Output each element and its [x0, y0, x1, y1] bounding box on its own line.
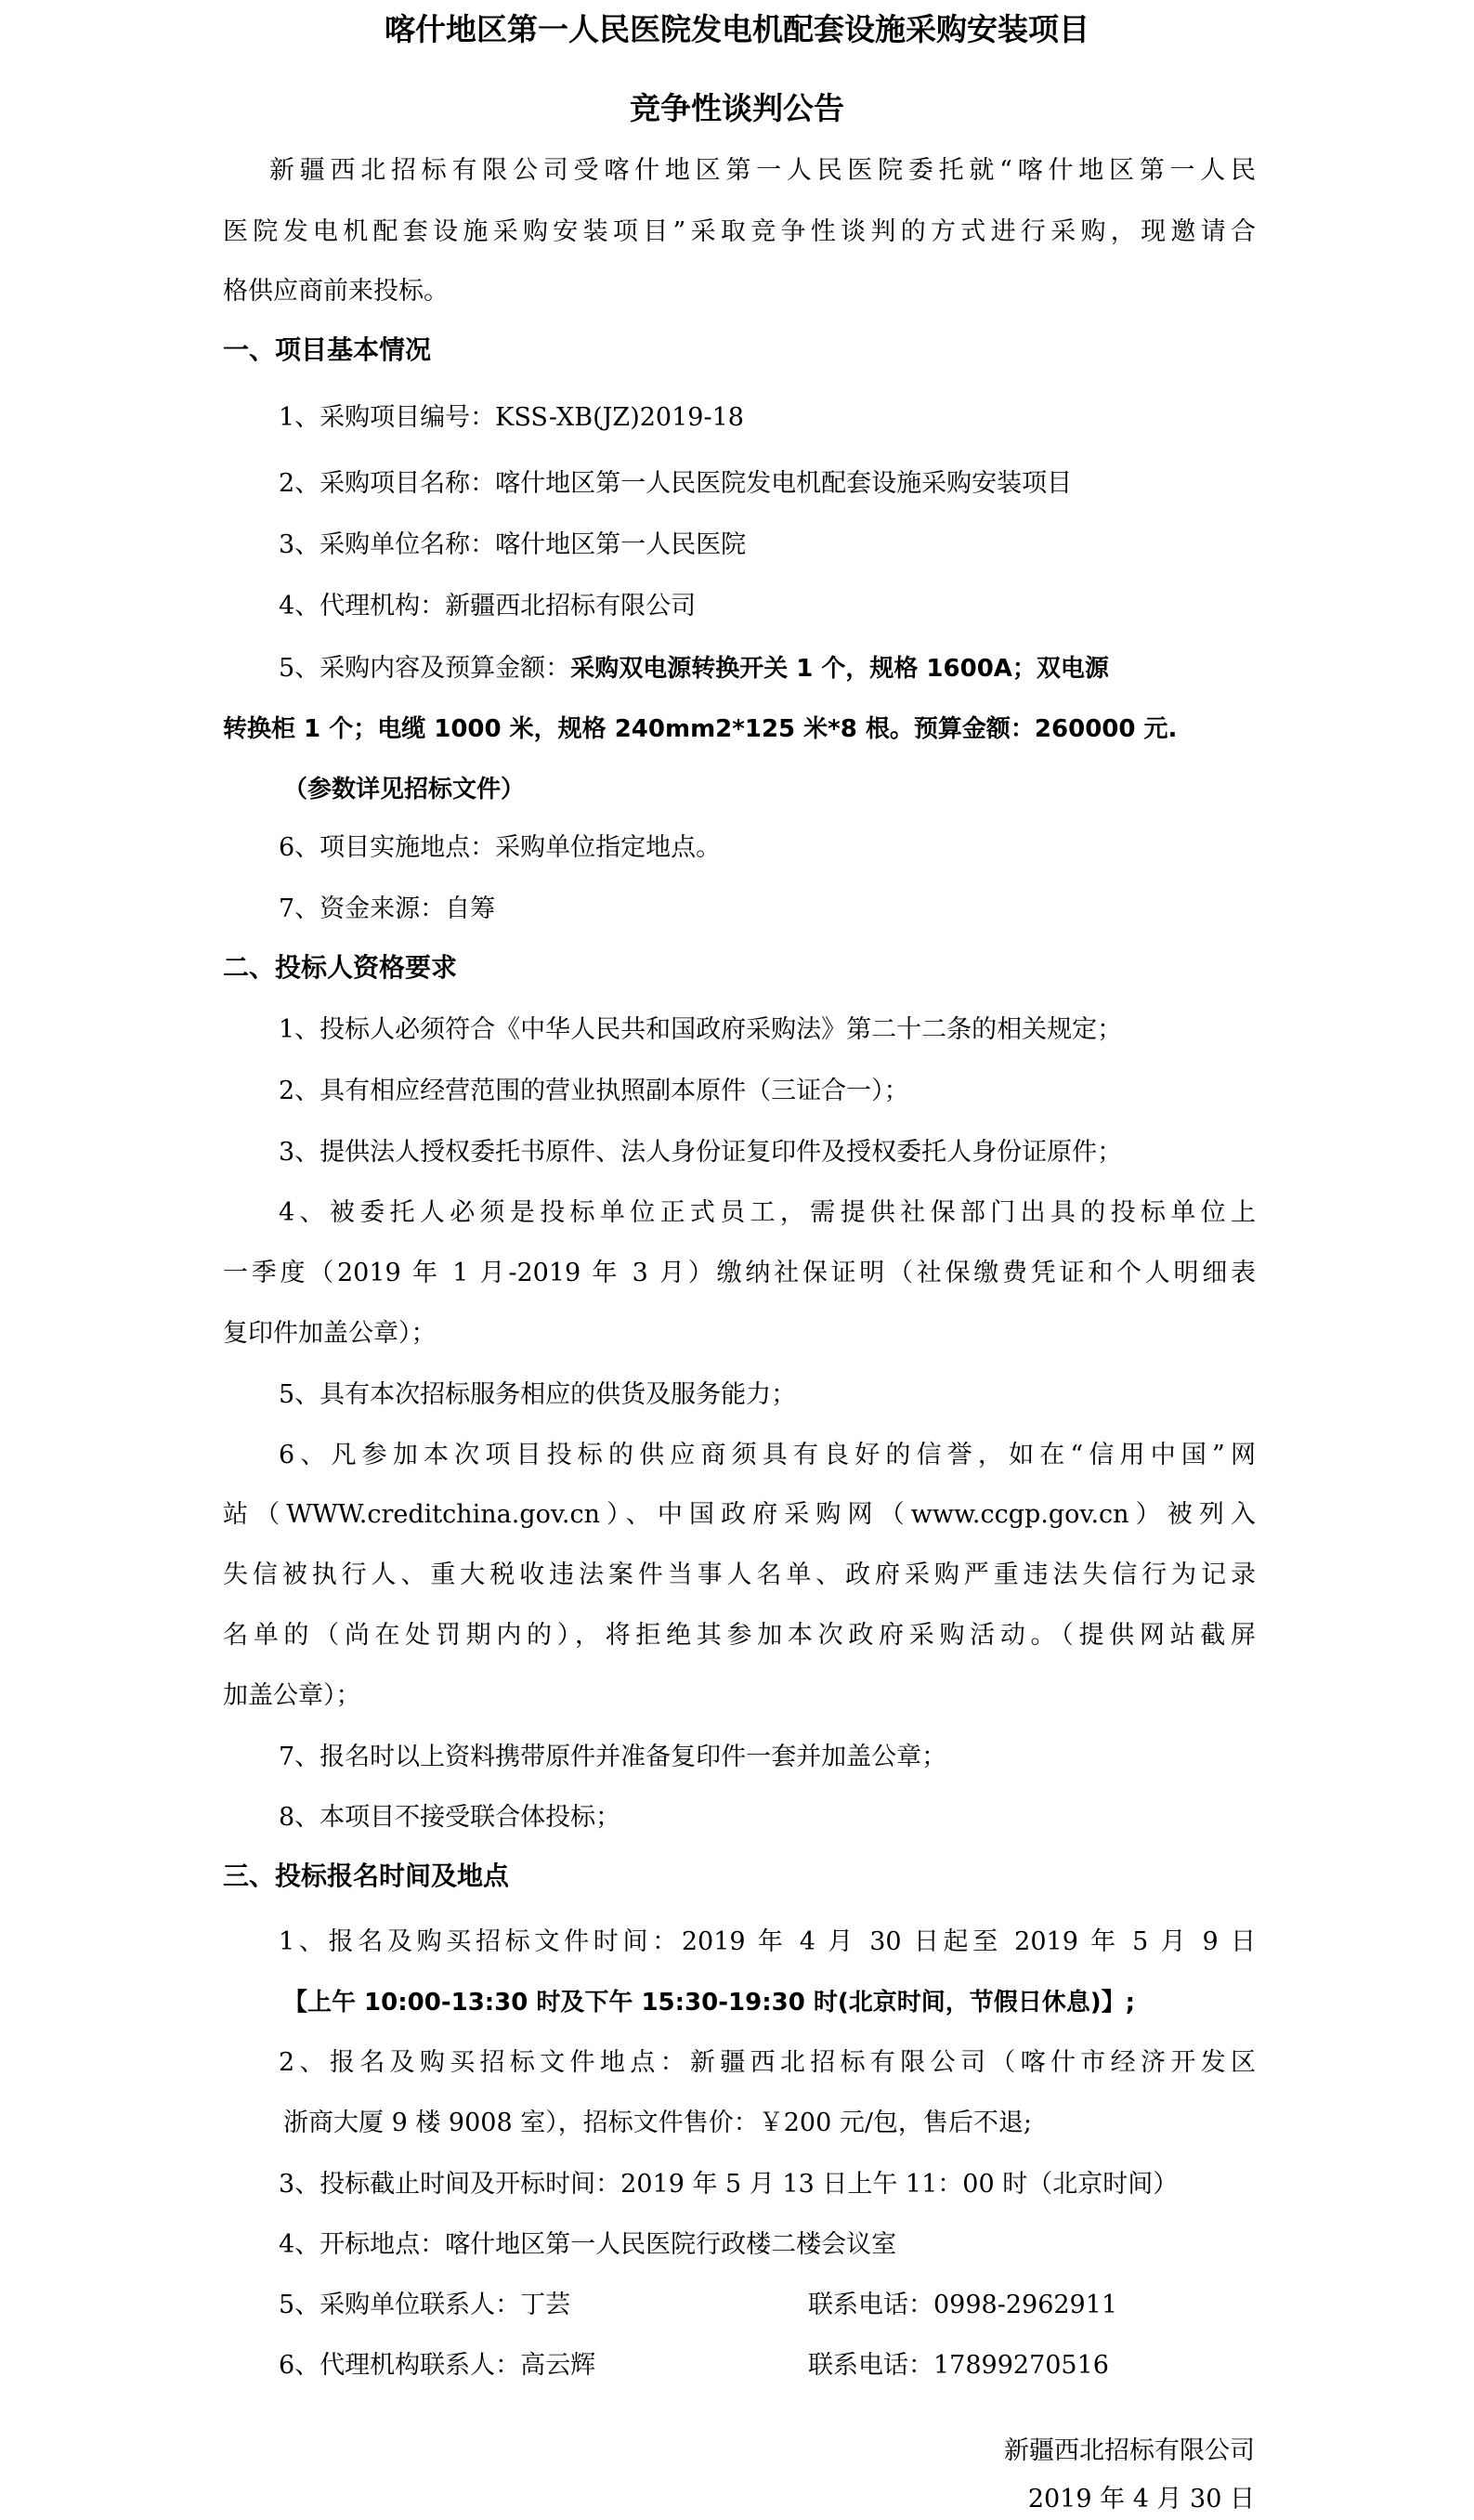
bid-deadline: 3、投标截止时间及开标时间：2019 年 5 月 13 日上午 11：00 时（北京时间） [279, 2170, 1179, 2199]
registration-time-line-1: 1、报名及购买招标文件时间：2019 年 4 月 30 日起至 2019 年 5 月 9 日 [279, 1927, 1256, 1956]
procurement-content-line-1 [279, 652, 1109, 685]
purchasing-unit: 3、采购单位名称：喀什地区第一人民医院 [279, 530, 747, 559]
document-title-line2: 竞争性谈判公告 [630, 90, 844, 126]
agency-contact: 6、代理机构联系人：高云辉 [279, 2351, 596, 2380]
qualification-8: 8、本项目不接受联合体投标； [279, 1803, 621, 1832]
project-number: 1、采购项目编号：KSS-XB(JZ)2019-18 [279, 403, 744, 432]
registration-location-line-1: 2、报名及购买招标文件地点：新疆西北招标有限公司（喀什市经济开发区 [279, 2048, 1256, 2077]
intro-line-2: 医院发电机配套设施采购安装项目”采取竞争性谈判的方式进行采购，现邀请合 [223, 217, 1256, 246]
qualification-4-line-2: 一季度（2019 年 1 月-2019 年 3 月）缴纳社保证明（社保缴费凭证和个人明细表 [223, 1259, 1256, 1287]
section-heading-registration: 三、投标报名时间及地点 [223, 1861, 510, 1891]
qualification-2: 2、具有相应经营范围的营业执照副本原件（三证合一）； [279, 1077, 909, 1105]
qualification-1: 1、投标人必须符合《中华人民共和国政府采购法》第二十二条的相关规定； [279, 1015, 1123, 1044]
fund-source: 7、资金来源：自筹 [279, 894, 496, 923]
registration-location-line-2: 浙商大厦 9 楼 9008 室），招标文件售价：￥200 元/包，售后不退; [283, 2109, 1033, 2137]
procurement-content-label: 5、采购内容及预算金额： [279, 654, 571, 683]
purchaser-contact: 5、采购单位联系人：丁芸 [279, 2291, 571, 2319]
intro-line-1: 新疆西北招标有限公司受喀什地区第一人民医院委托就“喀什地区第一人民 [269, 156, 1256, 185]
procurement-content-detail-1: 采购双电源转换开关 1 个，规格 1600A；双电源 [570, 655, 1109, 683]
section-heading-basic-info: 一、项目基本情况 [223, 334, 432, 365]
qualification-7: 7、报名时以上资料携带原件并准备复印件一套并加盖公章； [279, 1743, 947, 1771]
implementation-location: 6、项目实施地点：采购单位指定地点。 [279, 833, 722, 862]
section-heading-qualifications: 二、投标人资格要求 [223, 952, 458, 983]
intro-line-3: 格供应商前来投标。 [223, 277, 449, 306]
qualification-6-line-4: 名单的（尚在处罚期内的），将拒绝其参加本次政府采购活动。（提供网站截屏 [223, 1621, 1256, 1650]
qualification-6-line-1: 6、凡参加本次项目投标的供应商须具有良好的信誉，如在“信用中国”网 [279, 1441, 1256, 1469]
qualification-6-line-2: 站（WWW.creditchina.gov.cn）、中国政府采购网（www.ccgp.gov.cn）被列入 [223, 1500, 1256, 1529]
qualification-3: 3、提供法人授权委托书原件、法人身份证复印件及授权委托人身份证原件； [279, 1138, 1123, 1167]
qualification-4-line-1: 4、被委托人必须是投标单位正式员工，需提供社保部门出具的投标单位上 [279, 1198, 1256, 1227]
signature-company: 新疆西北招标有限公司 [1004, 2436, 1255, 2465]
project-name: 2、采购项目名称：喀什地区第一人民医院发电机配套设施采购安装项目 [279, 469, 1073, 498]
agency-phone: 联系电话：17899270516 [808, 2351, 1109, 2380]
qualification-4-line-3: 复印件加盖公章）； [223, 1319, 437, 1348]
signature-date: 2019 年 4 月 30 日 [1027, 2485, 1255, 2513]
bid-opening-location: 4、开标地点：喀什地区第一人民医院行政楼二楼会议室 [279, 2230, 897, 2259]
qualification-6-line-5: 加盖公章）； [223, 1681, 361, 1710]
document-title-line1: 喀什地区第一人民医院发电机配套设施采购安装项目 [385, 11, 1089, 47]
qualification-6-line-3: 失信被执行人、重大税收违法案件当事人名单、政府采购严重违法失信行为记录 [223, 1560, 1256, 1589]
procurement-content-line-2: 转换柜 1 个；电缆 1000 米，规格 240mm2*125 米*8 根。预算金额：260000 元. [223, 715, 1178, 743]
registration-time-line-2: 【上午 10:00-13:30 时及下午 15:30-19:30 时(北京时间，节假日休息)】; [283, 1989, 1135, 2017]
purchaser-phone: 联系电话：0998-2962911 [808, 2291, 1118, 2319]
agency: 4、代理机构：新疆西北招标有限公司 [279, 592, 697, 620]
procurement-content-line-3: （参数详见招标文件） [283, 776, 526, 803]
qualification-5: 5、具有本次招标服务相应的供货及服务能力； [279, 1380, 797, 1409]
